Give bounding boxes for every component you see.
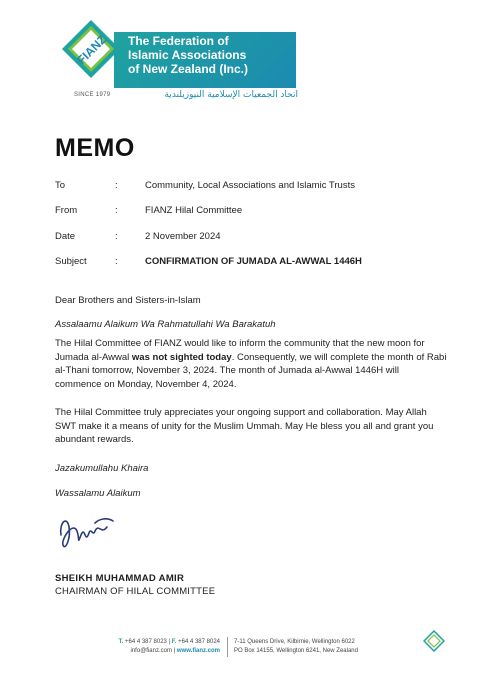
date-colon: : <box>115 231 118 242</box>
announcement-paragraph <box>55 337 447 391</box>
greeting: Dear Brothers and Sisters-in-Islam <box>55 295 201 306</box>
to-row <box>55 180 455 198</box>
signature-icon <box>55 505 135 557</box>
logo-line-1: The Federation of <box>128 34 229 48</box>
to-value: Community, Local Associations and Islamic Trusts <box>145 180 355 191</box>
jazakum: Jazakumullahu Khaira <box>55 463 149 474</box>
subject-value: CONFIRMATION OF JUMADA AL-AWWAL 1446H <box>145 256 362 267</box>
date-value: 2 November 2024 <box>145 231 221 242</box>
fianz-emblem-icon <box>60 18 122 80</box>
diamond-mark-icon <box>423 630 445 652</box>
logo-line-2: Islamic Associations <box>128 48 247 62</box>
email-link[interactable]: info@fianz.com <box>130 648 172 654</box>
address-line-2: PO Box 14155, Wellington 6241, New Zealand <box>234 648 358 654</box>
to-colon: : <box>115 180 118 191</box>
since-label: SINCE 1979 <box>74 92 111 98</box>
footer-separator: | <box>173 648 176 654</box>
subject-label: Subject <box>55 256 87 267</box>
date-label: Date <box>55 231 76 242</box>
from-colon: : <box>115 205 118 216</box>
memo-title: MEMO <box>55 134 135 162</box>
signatory-title: CHAIRMAN OF HILAL COMMITTEE <box>55 586 216 597</box>
from-label: From <box>55 205 78 216</box>
appreciation-paragraph: The Hilal Committee truly appreciates your ongoing support and collaboration. May Allah SWT make it a means of unity for the Muslim Ummah. May He bless you all and grant you abundant rewards. <box>55 407 434 446</box>
from-value: FIANZ Hilal Committee <box>145 205 243 216</box>
date-row <box>55 231 455 249</box>
website-link[interactable]: www.fianz.com <box>176 648 220 654</box>
signatory-name: SHEIKH MUHAMMAD AMIR <box>55 573 185 584</box>
fax-tag: F. <box>171 639 177 645</box>
footer-contact <box>110 638 220 656</box>
footer-address <box>234 638 394 656</box>
footer-separator: | <box>168 639 171 645</box>
logo-arabic-text: اتحاد الجمعيات الإسلامية النيوزيلندية <box>164 90 298 100</box>
fianz-logo <box>60 16 320 106</box>
subject-row <box>55 256 455 274</box>
address-line-1: 7-11 Queens Drive, Kilbirnie, Wellington 6022 <box>234 639 355 645</box>
announcement-text-b: . Consequently, we will complete the month of Rabi al-Thani tomorrow, November 3, 2024. The month of Jumada al-Awwal 1446H will commence on Monday, November 4, 2024. <box>55 351 447 390</box>
wassalam: Wassalamu Alaikum <box>55 488 141 499</box>
footer-divider <box>227 637 228 657</box>
subject-colon: : <box>115 256 118 267</box>
to-label: To <box>55 180 66 191</box>
phone-number: +64 4 387 8023 <box>125 639 167 645</box>
phone-tag: T. <box>118 639 124 645</box>
fax-number: +64 4 387 8024 <box>178 639 220 645</box>
salam: Assalaamu Alaikum Wa Rahmatullahi Wa Barakatuh <box>55 319 276 330</box>
from-row <box>55 205 455 223</box>
logo-line-3: of New Zealand (Inc.) <box>128 62 249 76</box>
svg-text:FIANZ: FIANZ <box>74 32 110 68</box>
announcement-bold: was not sighted today <box>131 351 232 363</box>
announcement-text-a: The Hilal Committee of FIANZ would like to inform the community that the new moon for Jumada al-Awwal <box>55 338 425 363</box>
